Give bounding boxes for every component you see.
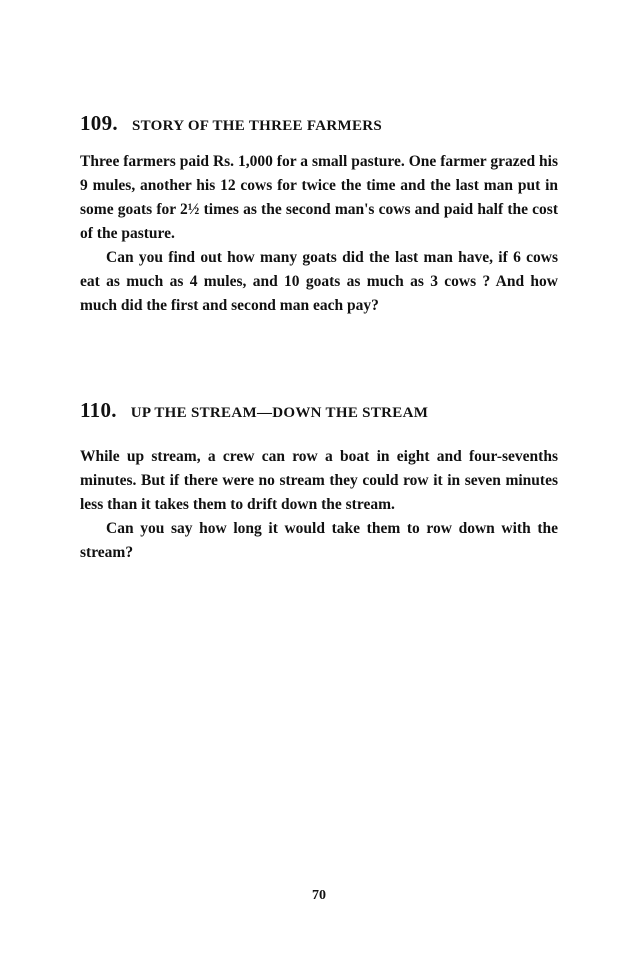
paragraph: While up stream, a crew can row a boat in eight and four-sevenths minutes. But if there were no stream they could row it in seven minutes less than it takes them to drift down the stream. [80, 448, 558, 513]
problem-109-heading [80, 111, 382, 136]
paragraph: Can you find out how many goats did the last man have, if 6 cows eat as much as 4 mules, and 10 goats as much as 3 cows ? And how much did the first and second man each pay? [80, 249, 558, 314]
paragraph: Three farmers paid Rs. 1,000 for a small pasture. One farmer grazed his 9 mules, another his 12 cows for twice the time and the last man put in some goats for 2½ times as the second man's cows and paid half the cost of the pasture. [80, 153, 558, 242]
problem-109-text [80, 150, 558, 318]
problem-110-text [80, 445, 558, 565]
problem-title: STORY OF THE THREE FARMERS [131, 118, 383, 134]
problem-number: 110. [80, 398, 117, 422]
page-number: 70 [312, 888, 326, 903]
problem-number: 109. [80, 111, 118, 135]
paragraph: Can you say how long it would take them to row down with the stream? [80, 520, 558, 561]
problem-110-heading [80, 398, 428, 423]
problem-title: UP THE STREAM—DOWN THE STREAM [130, 405, 429, 421]
